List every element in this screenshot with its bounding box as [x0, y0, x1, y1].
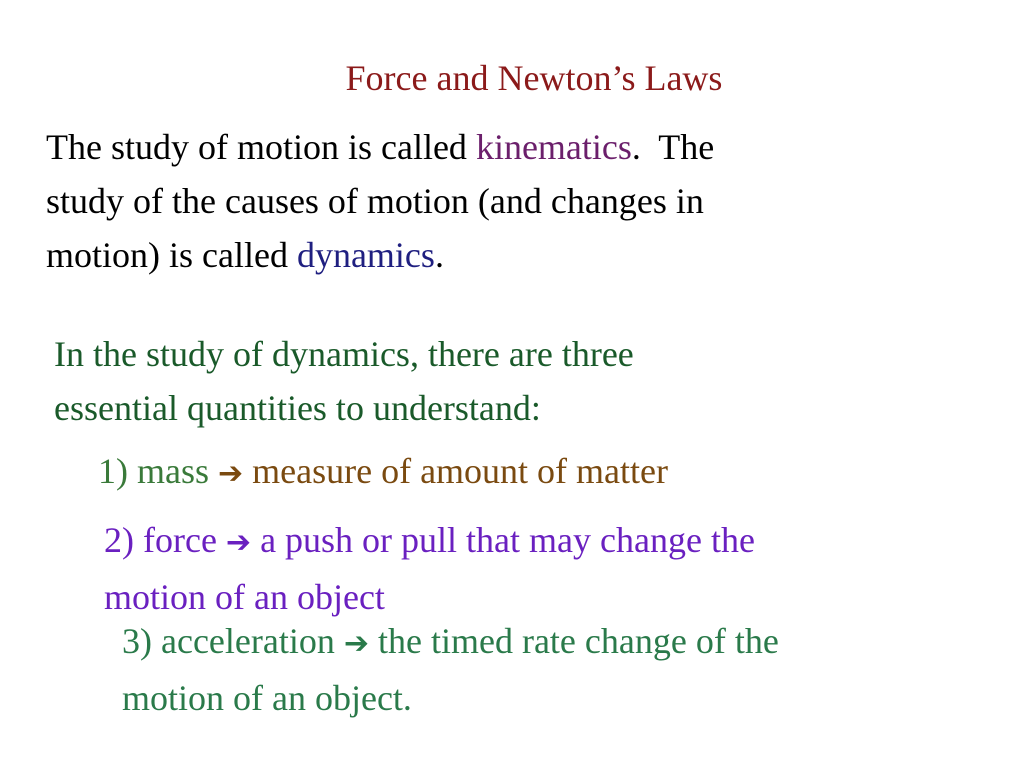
term-dynamics: dynamics	[296, 235, 435, 275]
dynamics-intro-paragraph	[54, 327, 634, 435]
intro-line-2: study of the causes of motion (and changes in	[46, 181, 704, 221]
quantity-acceleration	[122, 614, 779, 725]
arrow-right-icon: ➔	[218, 456, 244, 491]
term-kinematics: kinematics	[475, 127, 632, 167]
mass-label: 1) mass	[98, 451, 209, 491]
mass-definition: measure of amount of matter	[252, 451, 668, 491]
dynamics-intro-line-1: In the study of dynamics, there are three	[54, 334, 634, 374]
intro-line-1	[46, 120, 714, 174]
intro-line-3-pre: motion) is called	[46, 235, 297, 275]
force-line-1	[104, 513, 755, 570]
force-definition-line-1: a push or pull that may change the	[260, 520, 755, 560]
arrow-right-icon: ➔	[225, 525, 252, 560]
intro-line-3	[46, 228, 714, 282]
quantity-force	[104, 513, 755, 624]
acceleration-definition-line-2: motion of an object.	[122, 678, 412, 718]
slide-title: Force and Newton’s Laws	[345, 58, 723, 98]
quantity-mass	[98, 444, 668, 501]
acceleration-label: 3) acceleration	[122, 621, 335, 661]
intro-line-1-pre: The study of motion is called	[46, 127, 476, 167]
arrow-right-icon: ➔	[343, 626, 369, 661]
intro-line-3-post: .	[434, 235, 444, 275]
force-definition-line-2: motion of an object	[104, 577, 385, 617]
dynamics-intro-line-2: essential quantities to understand:	[54, 388, 541, 428]
force-label: 2) force	[104, 520, 217, 560]
acceleration-line-1	[122, 614, 779, 671]
intro-line-1-post: . The	[631, 127, 715, 167]
acceleration-definition-line-1: the timed rate change of the	[378, 621, 779, 661]
intro-paragraph	[46, 120, 714, 282]
